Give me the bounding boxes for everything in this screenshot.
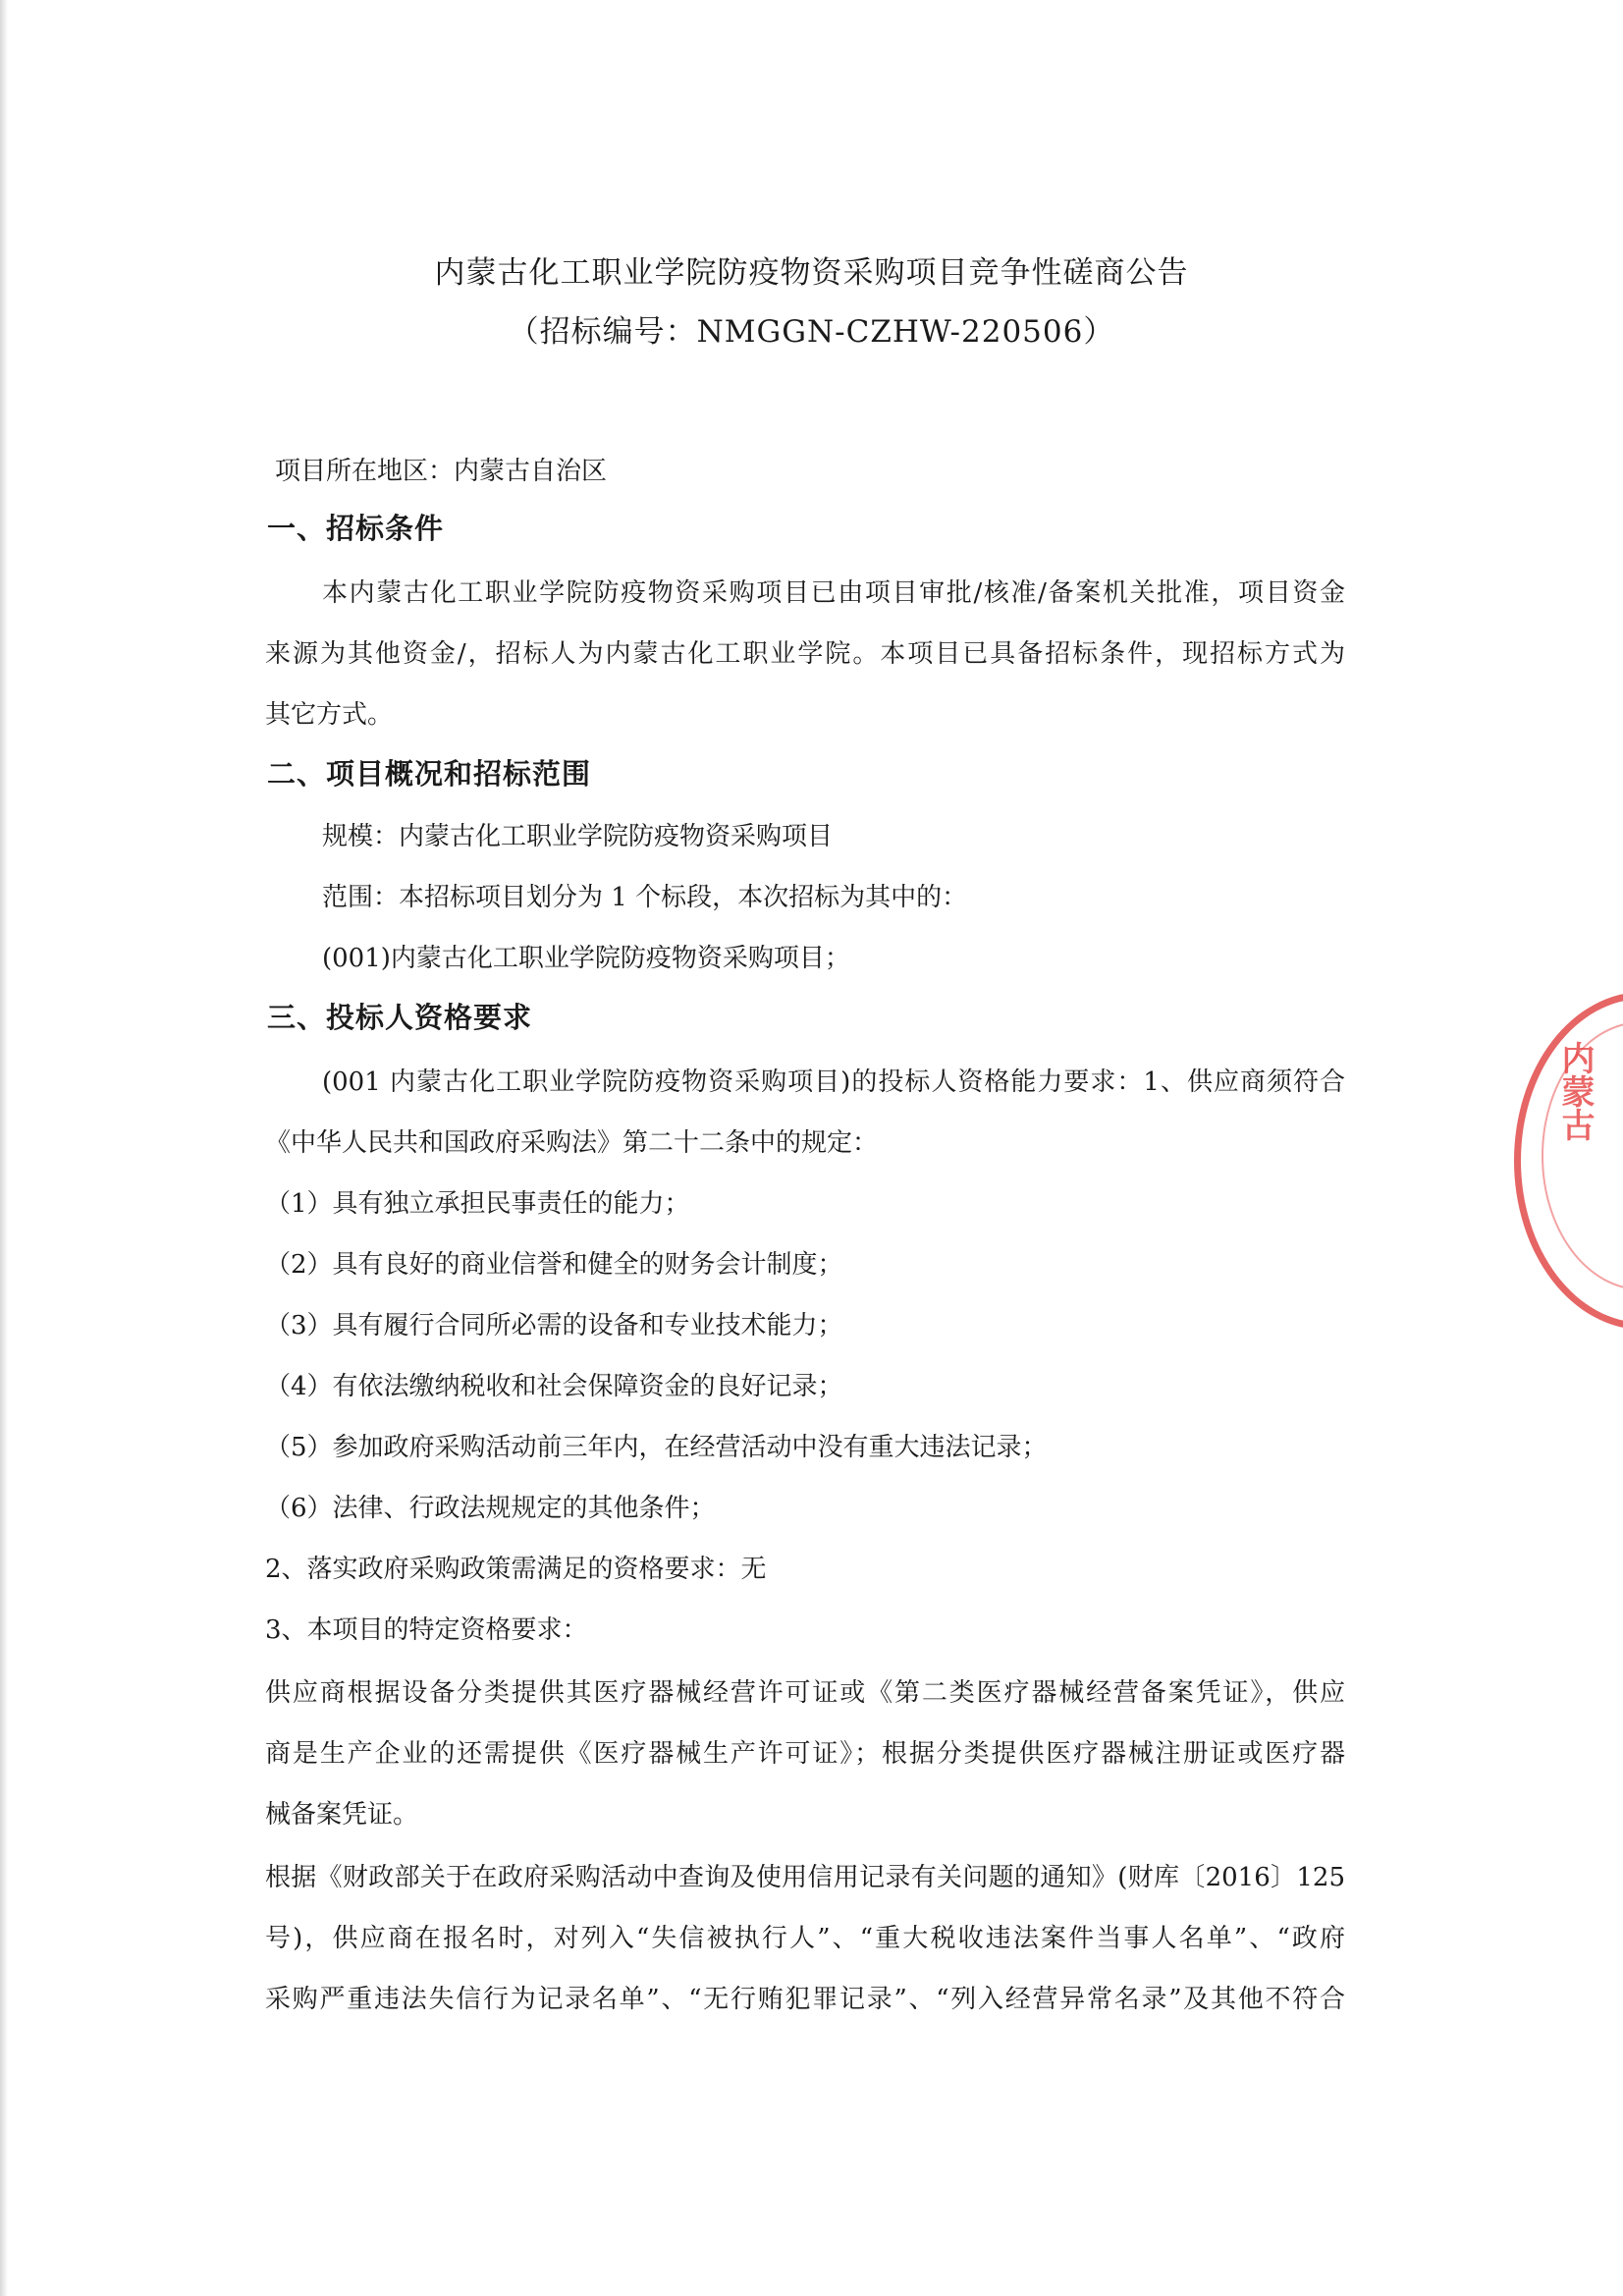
paragraph-line: 《中华人民共和国政府采购法》第二十二条中的规定： <box>265 1128 879 1158</box>
requirement-item: （5）参加政府采购活动前三年内，在经营活动中没有重大违法记录； <box>265 1433 1048 1462</box>
paragraph-line: 供应商根据设备分类提供其医疗器械经营许可证或《第二类医疗器械经营备案凭证》，供应 <box>265 1678 1345 1708</box>
section-2-heading: 二、项目概况和招标范围 <box>267 757 592 791</box>
policy-requirement: 2、落实政府采购政策需满足的资格要求：无 <box>265 1555 767 1584</box>
paragraph-line: 械备案凭证。 <box>265 1800 419 1830</box>
official-seal-text: 内蒙古 <box>1555 1041 1595 1141</box>
document-title: 内蒙古化工职业学院防疫物资采购项目竞争性磋商公告 <box>434 255 1189 291</box>
paragraph-line: 商是生产企业的还需提供《医疗器械生产许可证》；根据分类提供医疗器械注册证或医疗器 <box>265 1739 1345 1769</box>
tender-number: （招标编号：NMGGN-CZHW-220506） <box>508 314 1115 350</box>
section-1-heading: 一、招标条件 <box>267 512 445 545</box>
paragraph-line: 其它方式。 <box>265 700 394 730</box>
requirement-item: （2）具有良好的商业信誉和健全的财务会计制度； <box>265 1250 843 1280</box>
specific-requirement-heading: 3、本项目的特定资格要求： <box>265 1615 588 1645</box>
requirement-item: （6）法律、行政法规规定的其他条件； <box>265 1494 716 1523</box>
paragraph-line: 本内蒙古化工职业学院防疫物资采购项目已由项目审批/核准/备案机关批准，项目资金 <box>322 578 1345 608</box>
paragraph-line: 号)，供应商在报名时，对列入“失信被执行人”、“重大税收违法案件当事人名单”、“政府 <box>265 1924 1345 1953</box>
paragraph-line: (001 内蒙古化工职业学院防疫物资采购项目)的投标人资格能力要求：1、供应商须符合 <box>322 1067 1345 1097</box>
requirement-item: （3）具有履行合同所必需的设备和专业技术能力； <box>265 1311 843 1340</box>
project-scale: 规模：内蒙古化工职业学院防疫物资采购项目 <box>322 822 834 851</box>
section-3-heading: 三、投标人资格要求 <box>267 1001 533 1034</box>
project-scope: 范围：本招标项目划分为 1 个标段，本次招标为其中的： <box>322 883 968 912</box>
paragraph-line: 来源为其他资金/，招标人为内蒙古化工职业学院。本项目已具备招标条件，现招标方式为 <box>265 639 1345 669</box>
requirement-item: （1）具有独立承担民事责任的能力； <box>265 1189 690 1219</box>
requirement-item: （4）有依法缴纳税收和社会保障资金的良好记录； <box>265 1372 843 1401</box>
paragraph-line: 采购严重违法失信行为记录名单”、“无行贿犯罪记录”、“列入经营异常名录”及其他不符合 <box>265 1985 1345 2014</box>
project-lot: (001)内蒙古化工职业学院防疫物资采购项目； <box>322 944 850 973</box>
paragraph-line: 根据《财政部关于在政府采购活动中查询及使用信用记录有关问题的通知》(财库〔2016〕125 <box>265 1863 1345 1892</box>
project-region: 项目所在地区：内蒙古自治区 <box>275 457 608 486</box>
